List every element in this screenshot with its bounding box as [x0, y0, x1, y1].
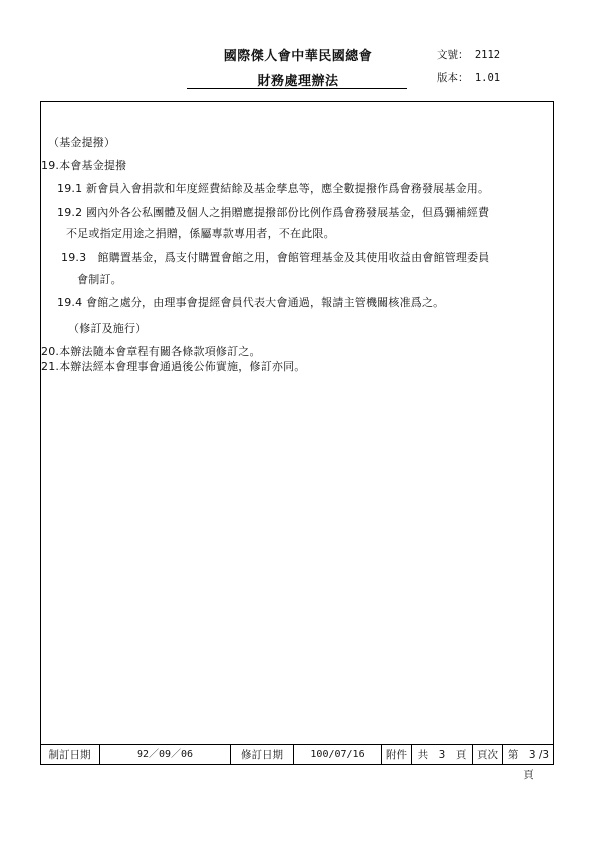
document-version: 版本： 1.01 — [437, 72, 501, 84]
attachment-pages: 共 3 頁 — [412, 745, 473, 765]
clause-19-4: 19.4 會館之處分，由理事會提經會員代表大會通過，報請主管機關核准爲之。 — [57, 296, 445, 309]
enact-date-label: 制訂日期 — [40, 745, 100, 765]
clause-19-3-line1: 19.3 館購置基金，爲支付購置會館之用，會館管理基金及其使用收益由會館管理委員 — [61, 251, 490, 264]
title-underline — [187, 88, 407, 89]
page-number: 第 3 /3 頁 — [507, 749, 550, 781]
attachment-label: 附件 — [382, 745, 412, 765]
section-heading-revision: （修訂及施行） — [68, 322, 147, 335]
document-number: 文號： 2112 — [437, 49, 501, 61]
page-label: 頁次 — [473, 745, 503, 765]
clause-20: 20.本辦法隨本會章程有關各條款項修訂之。 — [41, 345, 261, 358]
clause-19-1: 19.1 新會員入會捐款和年度經費結餘及基金孳息等，應全數提撥作爲會務發展基金用。 — [57, 182, 490, 195]
document-title: 財務處理辦法 — [257, 74, 339, 89]
clause-21: 21.本辦法經本會理事會通過後公佈實施，修訂亦同。 — [41, 360, 306, 373]
clause-19-3-line2: 會制訂。 — [77, 273, 122, 286]
clause-19: 19.本會基金提撥 — [41, 159, 127, 172]
section-heading-fund: （基金提撥） — [48, 136, 116, 149]
clause-19-2-line1: 19.2 國內外各公私團體及個人之捐贈應提撥部份比例作爲會務發展基金，但爲彌補經費 — [57, 206, 490, 219]
revise-date-value: 100/07/16 — [294, 745, 382, 765]
footer-table — [40, 744, 554, 781]
enact-date-value: 92／09／06 — [100, 745, 231, 765]
organization-title: 國際傑人會中華民國總會 — [223, 49, 373, 64]
content-frame — [40, 101, 554, 781]
clause-19-2-line2: 不足或指定用途之捐贈，係屬專款專用者，不在此限。 — [66, 227, 335, 240]
revise-date-label: 修訂日期 — [231, 745, 294, 765]
